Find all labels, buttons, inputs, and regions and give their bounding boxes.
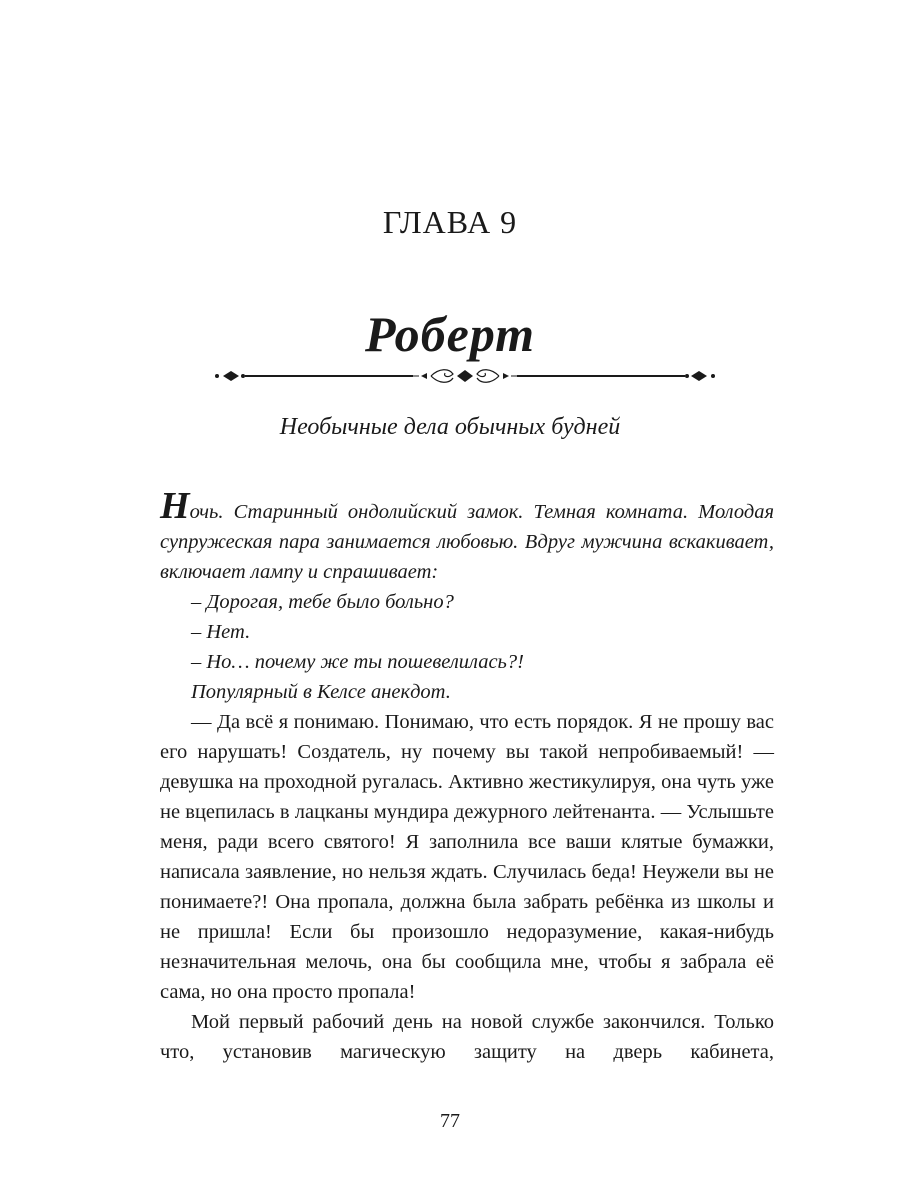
chapter-title: Роберт	[364, 306, 536, 362]
chapter-subtitle: Необычные дела обычных будней	[279, 414, 621, 440]
epigraph-line: – Дорогая, тебе было больно?	[191, 591, 454, 613]
epigraph-source: Популярный в Келсе анекдот.	[191, 681, 451, 703]
chapter-label: ГЛАВА 9	[382, 204, 518, 240]
drop-cap: Н	[160, 485, 190, 527]
epigraph-line: – Нет.	[191, 621, 251, 643]
body-paragraph: — Да всё я понимаю. Понимаю, что есть порядок. Я не прошу вас его нарушать! Создатель, ну почему вы такой непробиваемый! — девушка на проходной ругалась. Активно жестикулируя, она чуть уже не вцепилась в лацканы мундира дежурного лейтенанта. — Услышьте меня, ради всего святого! Я заполнила все ваши клятые бумажки, написала заявление, но нельзя ждать. Случилась беда! Неужели вы не понимаете?! Она пропала, должна была забрать ребёнка из школы и не пришла! Если бы произошло недоразумение, какая-нибудь незначительная мелочь, она бы сообщила мне, чтобы я забрала её сама, но она просто пропала!	[160, 711, 774, 1003]
epigraph-opening	[160, 485, 774, 587]
ornament-divider	[213, 364, 717, 388]
chapter-text	[160, 485, 774, 1067]
epigraph-opening-text: очь. Старинный ондолийский замок. Темная комната. Молодая супружеская пара занимается любовью. Вдруг мужчина вскакивает, включает лампу и спрашивает:	[160, 501, 774, 583]
epigraph-line: – Но… почему же ты пошевелилась?!	[191, 651, 524, 673]
page-number: 77	[440, 1110, 460, 1132]
body-paragraph: Мой первый рабочий день на новой службе закончился. Только что, установив магическую защиту на дверь кабинета,	[160, 1011, 774, 1063]
